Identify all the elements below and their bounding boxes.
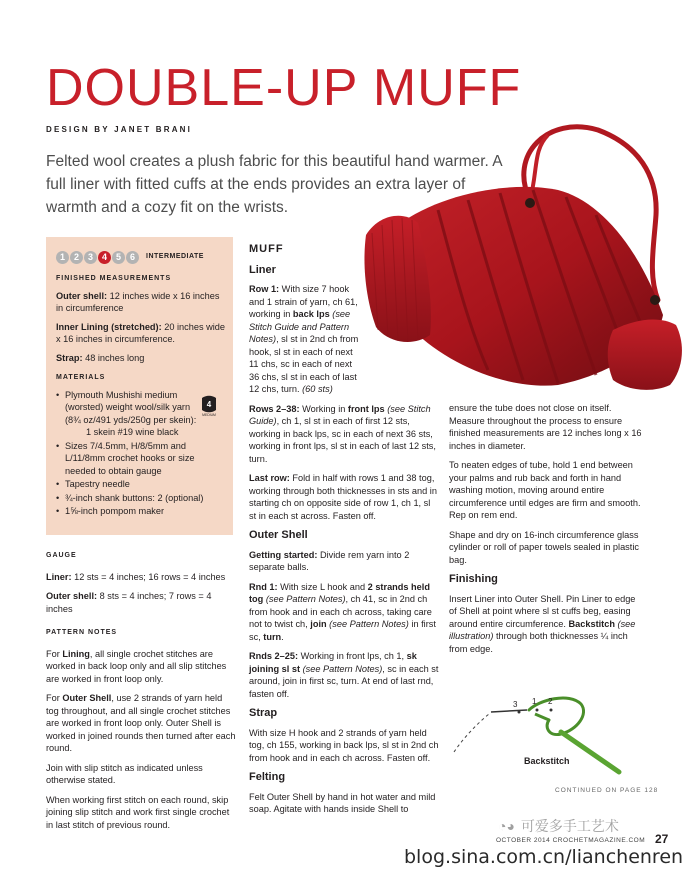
pattern-info-sidebar bbox=[46, 237, 233, 535]
left-column bbox=[46, 550, 236, 838]
skill-level-2: 2 bbox=[70, 251, 83, 264]
muff-heading: MUFF bbox=[249, 243, 284, 255]
list-item: • Tapestry needle bbox=[56, 478, 225, 491]
outer-shell-heading: Outer Shell bbox=[249, 529, 308, 541]
shape-and-dry: Shape and dry on 16-inch circumference glass cylinder or roll of paper towels sealed in plastic bag. bbox=[449, 529, 639, 565]
watermark-cn: ◔◕ 可爱多手工艺术 bbox=[498, 818, 619, 834]
finished-outer: Outer shell: 12 inches wide x 16 inches in circumference bbox=[56, 290, 220, 313]
continued-note: CONTINUED ON PAGE 128 bbox=[555, 787, 659, 794]
skill-label: INTERMEDIATE bbox=[146, 253, 204, 261]
page-title: DOUBLE-UP MUFF bbox=[46, 59, 522, 117]
getting-started: Getting started: Divide rem yarn into 2 separate balls. bbox=[249, 549, 410, 572]
rows-2-38: Rows 2–38: Working in front lps (see Stitch Guide), ch 1, sl st in each of first 12 sts, working in back lps, sc in each of next 36 sts, working in front lps, sl st in each of last 12 sts, turn. bbox=[249, 403, 436, 464]
list-item: • 1⅝-inch pompom maker bbox=[56, 505, 225, 518]
svg-text:2: 2 bbox=[548, 697, 553, 706]
list-item: • ¾-inch shank buttons: 2 (optional) bbox=[56, 492, 225, 505]
wechat-icon: ◔◕ bbox=[498, 818, 515, 834]
skill-level bbox=[56, 251, 225, 264]
rnds-2-25: Rnds 2–25: Working in front lps, ch 1, sk joining sl st (see Pattern Notes), sc in each st around, join in first sc, turn. At end of last rnd, fasten off. bbox=[249, 651, 439, 699]
row-1: Row 1: With size 7 hook and 1 strain of yarn, ch 61, working in back lps (see Stitch Guide and Pattern Notes), sl st in 2nd ch from hook, sl st in each of next 11 chs, sc in each of next 36 chs, sl st in each of last 12 chs, turn. (60 sts) bbox=[249, 284, 359, 394]
page-number: 27 bbox=[655, 832, 669, 846]
svg-text:1: 1 bbox=[532, 697, 537, 706]
finished-heading: FINISHED MEASUREMENTS bbox=[56, 275, 172, 282]
svg-text:3: 3 bbox=[513, 700, 518, 709]
finishing-heading: Finishing bbox=[449, 573, 498, 585]
pattern-notes-heading: PATTERN NOTES bbox=[46, 629, 118, 636]
finished-inner: Inner Lining (stretched): 20 inches wide x 16 inches in circumference. bbox=[56, 321, 225, 344]
gauge-heading: GAUGE bbox=[46, 552, 77, 559]
skill-level-1: 1 bbox=[56, 251, 69, 264]
svg-text:MEDIUM: MEDIUM bbox=[202, 413, 216, 417]
byline: DESIGN BY JANET BRANI bbox=[46, 125, 193, 134]
skill-level-6: 6 bbox=[126, 251, 139, 264]
backstitch-diagram bbox=[449, 692, 629, 778]
strap-heading: Strap bbox=[249, 707, 278, 719]
note-first-stitch: When working first stitch on each round, skip joining slip stitch and work first single crochet in last stitch of previous round. bbox=[46, 794, 230, 830]
note-lining: For Lining, all single crochet stitches are worked in back loop only and all slip stitches are worked in front loop only. bbox=[46, 648, 227, 684]
last-row: Last row: Fold in half with rows 1 and 38 tog, working through both thicknesses in sts and in starting ch on opposite side of row 1, ch 1, sl st in each st across. Fasten off. bbox=[249, 473, 437, 521]
felting-text: Felt Outer Shell by hand in hot water and mild soap. Agitate with hands inside Shell to bbox=[249, 791, 436, 814]
footer-issue: OCTOBER 2014 CROCHETMAGAZINE.COM bbox=[496, 837, 646, 844]
skill-level-4: 4 bbox=[98, 251, 111, 264]
rnd-1: Rnd 1: With size L hook and 2 strands held tog (see Pattern Notes), ch 41, sc in 2nd ch from hook and in each ch across, taking care not to twist ch, join (see Pattern Notes) in first sc, turn. bbox=[249, 581, 436, 642]
watermark-url: blog.sina.com.cn/lianchenren bbox=[404, 846, 684, 868]
svg-text:4: 4 bbox=[206, 400, 212, 409]
intro-text: Felted wool creates a plush fabric for this beautiful hand warmer. A full liner with fitted cuffs at the ends provides an extra layer of warmth and a cozy fit on the wrists. bbox=[46, 153, 502, 216]
neaten-edges: To neaten edges of tube, hold 1 end between your palms and rub back and forth in hand washing motion, moving around entire circumference until edges are firm and smooth. Rep on rem end. bbox=[449, 460, 641, 520]
felting-continued: ensure the tube does not close on itself. Measure throughout the process to ensure finished measurements are 12 inches long x 16 inches in diameter. bbox=[449, 403, 642, 451]
list-item: • Sizes 7/4.5mm, H/8/5mm and L/11/8mm crochet hooks or size needed to obtain gauge bbox=[56, 440, 225, 478]
note-outer-shell: For Outer Shell, use 2 strands of yarn held tog throughout, and all single crochet stitches are worked in front loop only. Outer Shell is worked in joined rounds then turned after each round. bbox=[46, 693, 236, 753]
skill-level-3: 3 bbox=[84, 251, 97, 264]
materials-heading: MATERIALS bbox=[56, 374, 106, 381]
liner-heading: Liner bbox=[249, 263, 276, 276]
felting-heading: Felting bbox=[249, 771, 286, 783]
yarn-weight-icon bbox=[200, 395, 218, 417]
finishing-text: Insert Liner into Outer Shell. Pin Liner to edge of Shell at point where sl st cuffs beg, easing around entire circumference. Backstitch (see illustration) through both thicknesses ¼ inch from edge. bbox=[449, 593, 636, 654]
finished-strap: Strap: 48 inches long bbox=[56, 352, 145, 363]
right-column bbox=[449, 402, 645, 662]
gauge-liner: Liner: 12 sts = 4 inches; 16 rows = 4 inches bbox=[46, 571, 226, 582]
gauge-outer: Outer shell: 8 sts = 4 inches; 7 rows = 4 inches bbox=[46, 591, 212, 614]
list-item: • Plymouth Mushishi medium (worsted) weight wool/silk yarn (8¾ oz/491 yds/250g per skein): 1 skein #19 wine black bbox=[56, 389, 225, 439]
skill-level-5: 5 bbox=[112, 251, 125, 264]
svg-text:Backstitch: Backstitch bbox=[524, 756, 570, 766]
strap-text: With size H hook and 2 strands of yarn held tog, ch 155, working in back lps, sl st in 2nd ch from hook and in each ch across. Fasten off. bbox=[249, 727, 439, 763]
note-join: Join with slip stitch as indicated unless otherwise stated. bbox=[46, 762, 203, 785]
middle-column bbox=[249, 243, 439, 823]
